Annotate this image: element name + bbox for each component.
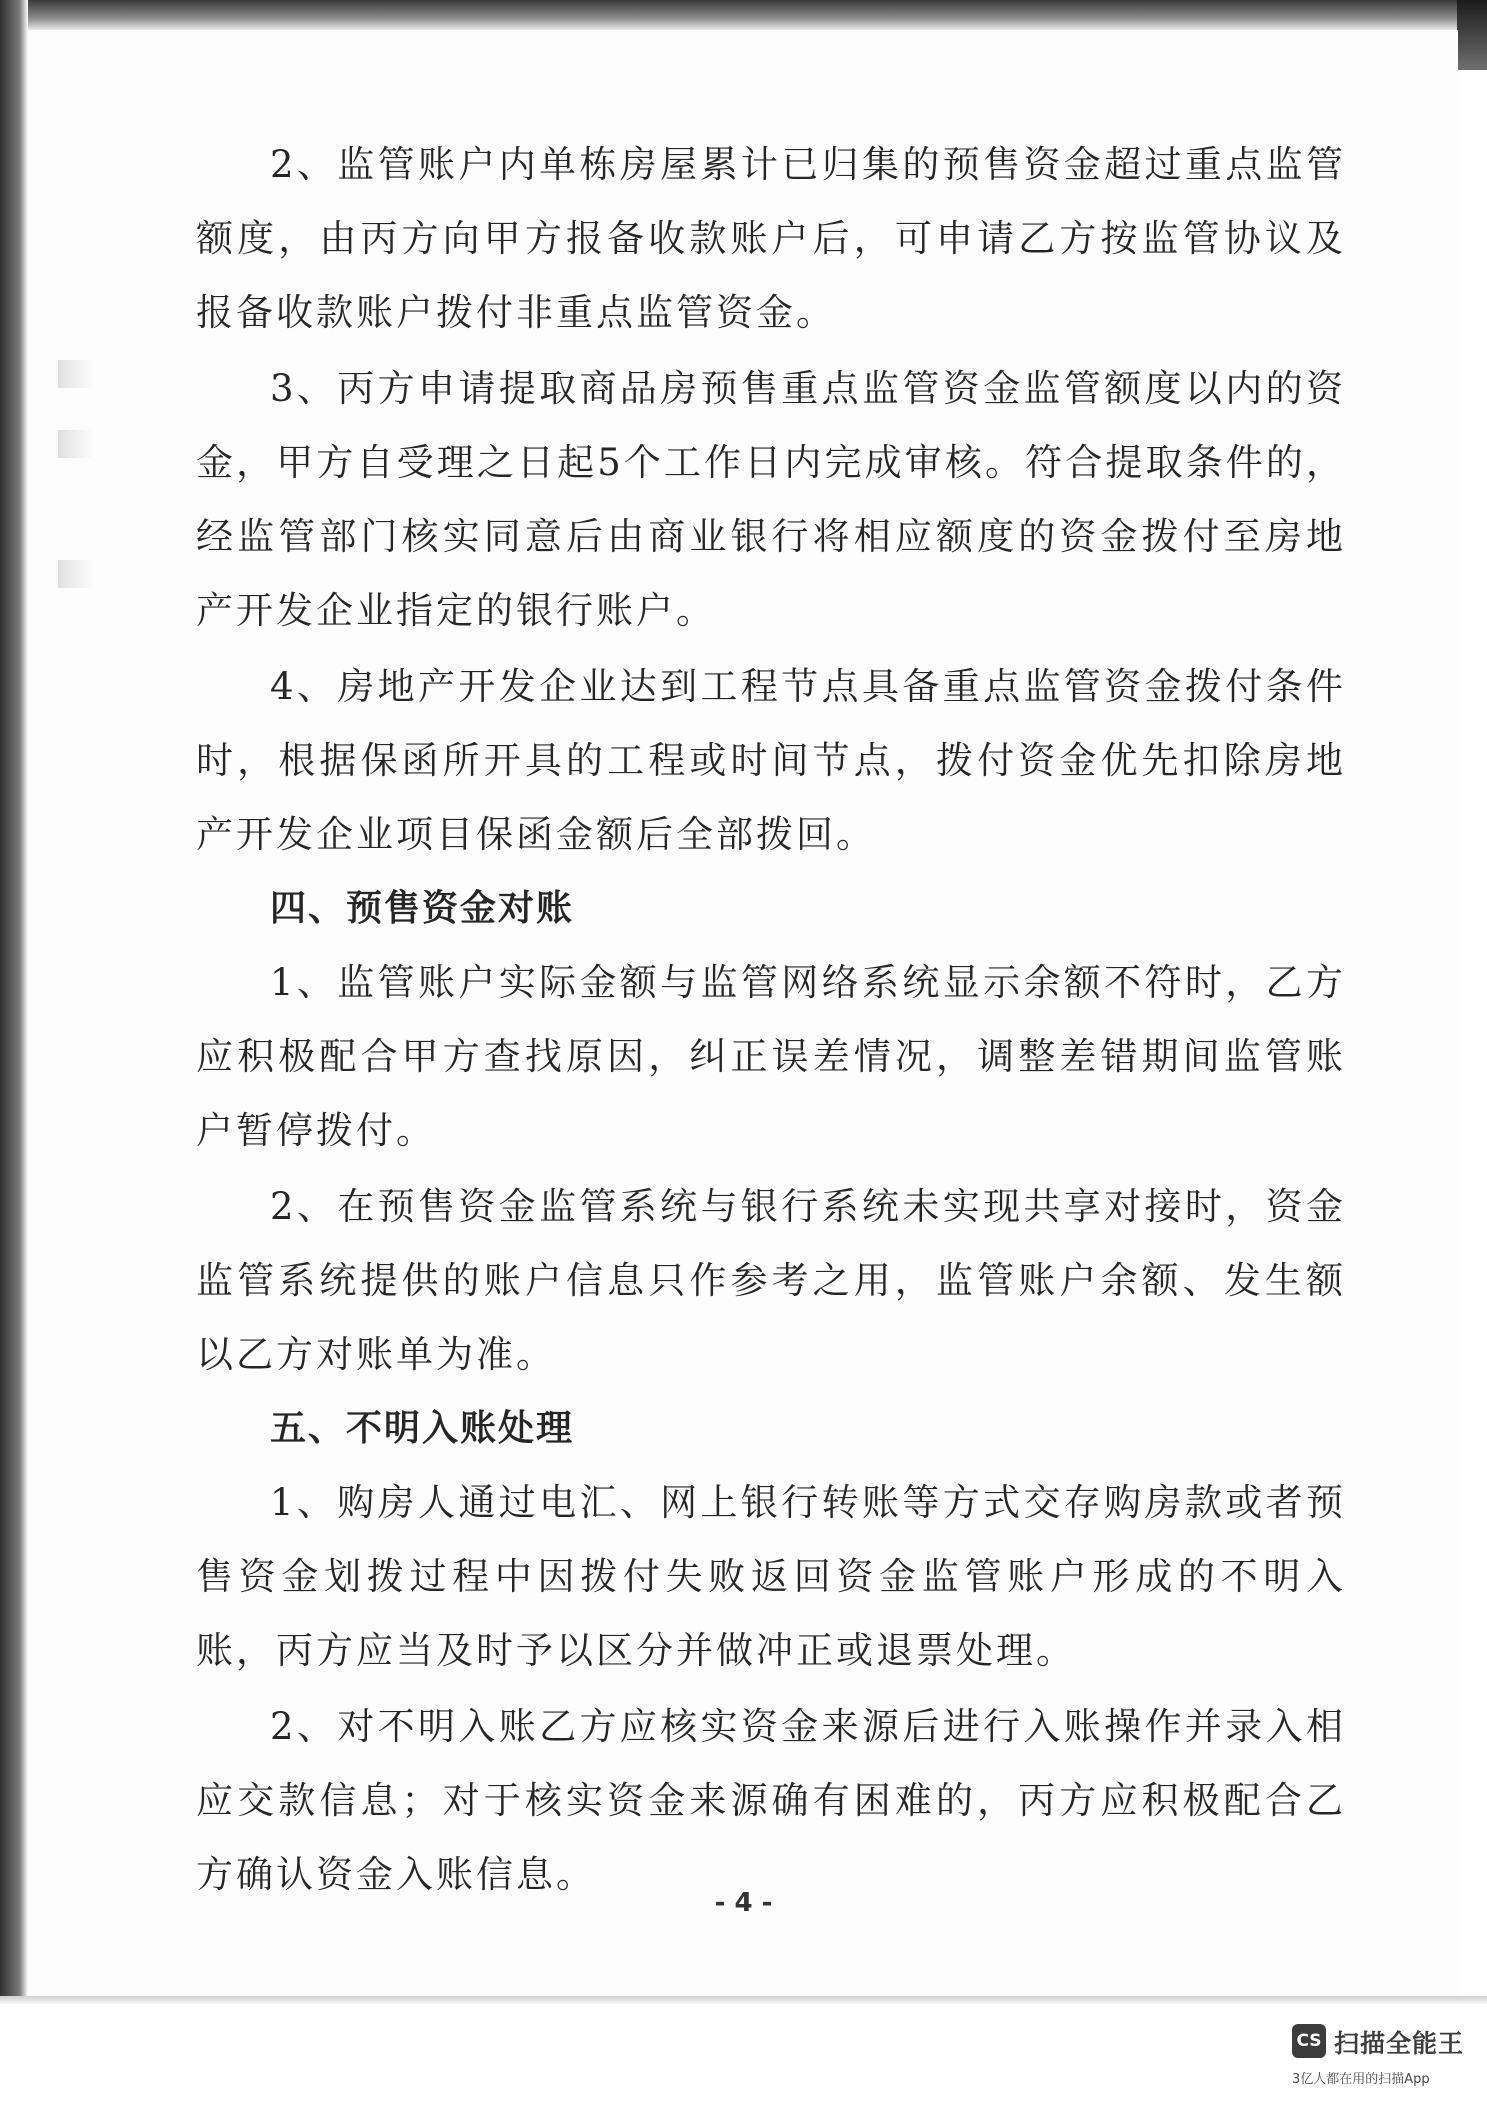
- paragraph: 1、购房人通过电汇、网上银行转账等方式交存购房款或者预售资金划拨过程中因拨付失败返回资金监管账户形成的不明入账，丙方应当及时予以区分并做冲正或退票处理。: [196, 1481, 1346, 1672]
- scan-edge-bottom: [0, 1996, 1487, 2004]
- paragraph: 2、监管账户内单栋房屋累计已归集的预售资金超过重点监管额度，由丙方向甲方报备收款账户后，可申请乙方按监管协议及报备收款账户拨付非重点监管资金。: [196, 143, 1346, 334]
- paragraph: 2、对不明入账乙方应核实资金来源后进行入账操作并录入相应交款信息；对于核实资金来源确有困难的，丙方应积极配合乙方确认资金入账信息。: [196, 1705, 1346, 1896]
- section-heading: 五、不明入账处理: [270, 1408, 575, 1449]
- paragraph: 2、在预售资金监管系统与银行系统未实现共享对接时，资金监管系统提供的账户信息只作参考之用，监管账户余额、发生额以乙方对账单为准。: [196, 1185, 1346, 1376]
- camscanner-logo-icon: CS: [1292, 2024, 1326, 2058]
- paragraph: 4、房地产开发企业达到工程节点具备重点监管资金拨付条件时，根据保函所开具的工程或时间节点，拨付资金优先扣除房地产开发企业项目保函金额后全部拨回。: [196, 665, 1346, 856]
- watermark-name: 扫描全能王: [1334, 2029, 1465, 2058]
- page-number: - 4 -: [714, 1888, 773, 1918]
- paragraph: 1、监管账户实际金额与监管网络系统显示余额不符时，乙方应积极配合甲方查找原因，纠正误差情况，调整差错期间监管账户暂停拨付。: [196, 961, 1346, 1152]
- scan-edge-left: [0, 0, 28, 2000]
- scan-edge-top: [0, 0, 1487, 30]
- bleed-through-mark: [58, 430, 94, 458]
- scan-edge-right: [1457, 0, 1487, 70]
- paragraph: 3、丙方申请提取商品房预售重点监管资金监管额度以内的资金，甲方自受理之日起5个工作日内完成审核。符合提取条件的，经监管部门核实同意后由商业银行将相应额度的资金拨付至房地产开发企业指定的银行账户。: [196, 367, 1346, 632]
- scanner-watermark: [1292, 2018, 1465, 2098]
- section-heading: 四、预售资金对账: [270, 888, 575, 929]
- bleed-through-mark: [58, 360, 94, 388]
- watermark-tagline: 3亿人都在用的扫描App: [1292, 2072, 1430, 2087]
- bleed-through-mark: [58, 560, 94, 588]
- document-body: [196, 128, 1346, 1912]
